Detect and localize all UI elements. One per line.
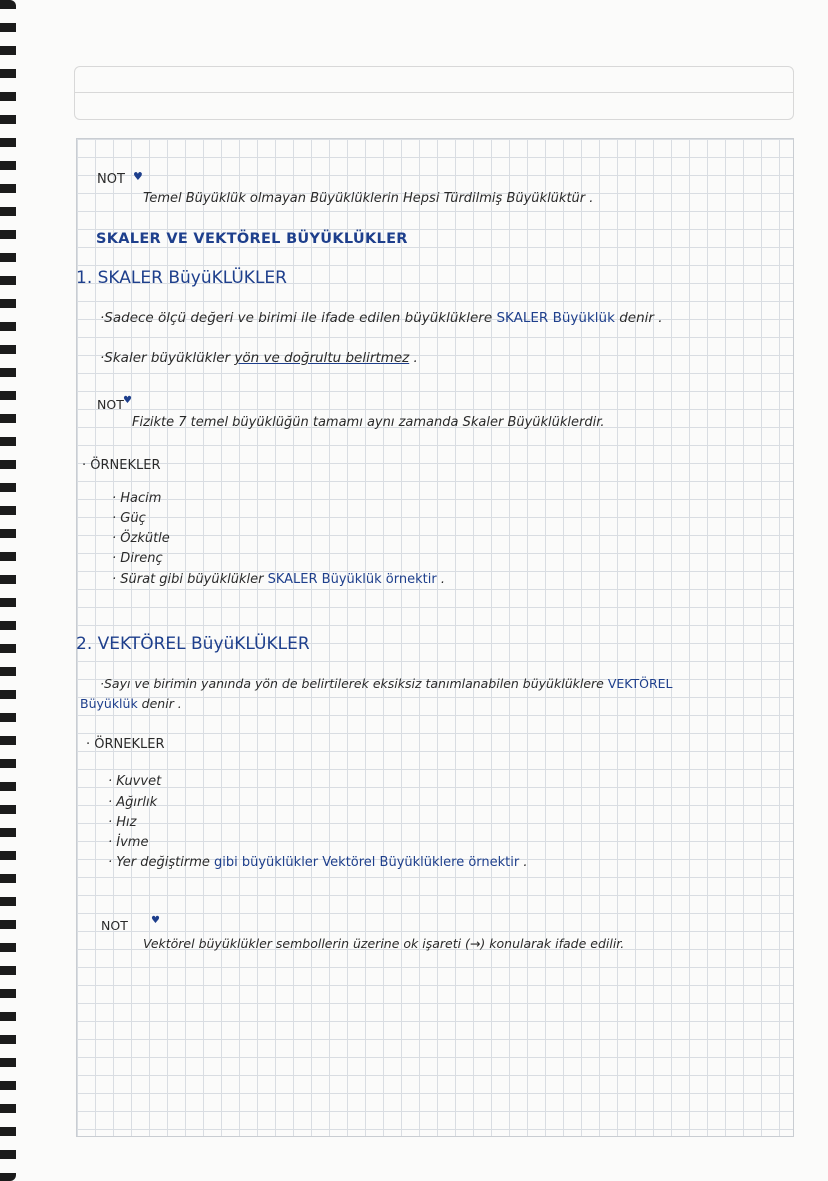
list-item: · Ağırlık	[108, 795, 158, 810]
spiral-binding	[0, 0, 16, 1181]
definition-line	[80, 696, 182, 711]
list-item-text: Hız	[116, 815, 137, 830]
highlight-term: VEKTÖREL	[607, 676, 673, 691]
section-heading: 1. SKALER BüyüKLÜKLER	[76, 268, 287, 288]
list-item: · Hacim	[112, 491, 162, 506]
note-label: NOT	[101, 918, 128, 933]
definition-line: ·Sayı ve birimin yanında yön de belirtilerek eksiksiz tanımlanabilen büyüklüklere VEKTÖREL	[100, 676, 673, 691]
highlight-term: SKALER Büyüklük	[496, 310, 615, 326]
list-item-text: Sürat	[120, 572, 156, 587]
definition-text: .	[409, 350, 418, 366]
list-item-text: .	[436, 572, 445, 587]
list-item-text: Direnç	[120, 551, 163, 566]
list-item-text: Yer değiştirme	[116, 855, 210, 870]
header-box	[74, 66, 794, 120]
heart-icon: ♥	[151, 915, 160, 926]
list-item: · Yer değiştirme gibi büyüklükler Vektörel Büyüklüklere örnektir .	[108, 855, 528, 870]
list-item: · Hız	[108, 815, 137, 830]
note-label: NOT	[97, 397, 124, 412]
list-item-text: gibi	[209, 855, 242, 870]
highlight-term: SKALER Büyüklük örnektir	[267, 572, 437, 587]
list-item: · Direnç	[112, 551, 163, 566]
section-heading: 2. VEKTÖREL BüyüKLÜKLER	[76, 634, 310, 654]
list-item: · Güç	[112, 511, 146, 526]
definition-text: Sadece ölçü değeri ve birimi ile ifade edilen büyüklüklere	[104, 310, 497, 326]
definition-text: denir .	[614, 310, 663, 326]
list-item-text: Güç	[120, 511, 146, 526]
underlined-phrase: yön ve doğrultu belirtmez	[234, 350, 410, 366]
list-item-text: Hacim	[120, 491, 162, 506]
examples-label: ÖRNEKLER	[90, 458, 161, 473]
list-item-text: gibi büyüklükler	[155, 572, 268, 587]
list-item-text: Ağırlık	[116, 795, 158, 810]
note-text: Vektörel büyüklükler sembollerin üzerine ok işareti (→) konularak ifade edilir.	[143, 936, 625, 951]
definition-text: Skaler büyüklükler	[104, 350, 235, 366]
list-item-text: İvme	[116, 835, 149, 850]
definition-text: denir .	[137, 696, 182, 711]
note-text: Fizikte 7 temel büyüklüğün tamamı aynı zamanda Skaler Büyüklüklerdir.	[132, 415, 605, 430]
list-item: · Sürat gibi büyüklükler SKALER Büyüklük örnektir .	[112, 572, 445, 587]
list-item-text: .	[519, 855, 528, 870]
examples-heading: · ÖRNEKLER	[82, 458, 161, 473]
note-text: Temel Büyüklük olmayan Büyüklüklerin Hepsi Türdilmiş Büyüklüktür .	[143, 191, 594, 206]
examples-label: ÖRNEKLER	[94, 737, 165, 752]
definition-line: ·Sadece ölçü değeri ve birimi ile ifade edilen büyüklüklere SKALER Büyüklük denir .	[100, 310, 663, 326]
page-title: SKALER VE VEKTÖREL BÜYÜKLÜKLER	[96, 231, 408, 247]
list-item: · İvme	[108, 835, 149, 850]
definition-text: Sayı ve birimin yanında yön de belirtilerek eksiksiz tanımlanabilen büyüklüklere	[103, 676, 608, 691]
definition-line: ·Skaler büyüklükler yön ve doğrultu belirtmez .	[100, 350, 418, 366]
heart-icon: ♥	[123, 395, 132, 406]
note-label: NOT	[97, 172, 125, 187]
list-item-text: Kuvvet	[116, 774, 162, 789]
list-item-text: Özkütle	[120, 531, 170, 546]
highlight-term: büyüklükler Vektörel Büyüklüklere örnektir	[241, 855, 520, 870]
heart-icon: ♥	[133, 170, 143, 183]
highlight-term: Büyüklük	[80, 696, 138, 711]
list-item: · Özkütle	[112, 531, 170, 546]
list-item: · Kuvvet	[108, 774, 162, 789]
examples-heading: · ÖRNEKLER	[86, 737, 165, 752]
